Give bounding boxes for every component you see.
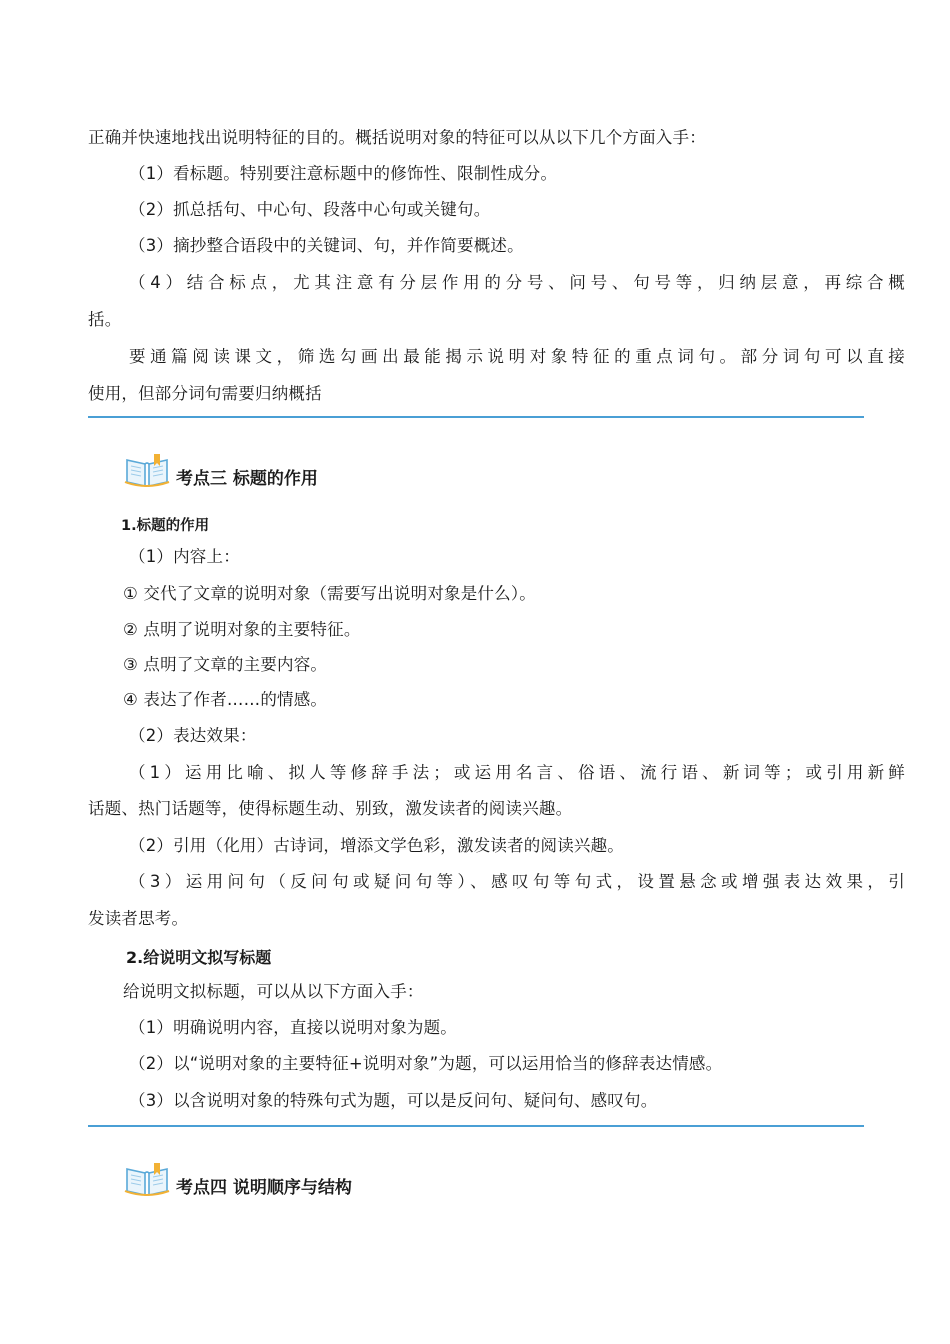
section-divider (88, 1125, 864, 1127)
list-item-continued: 发读者思考。 (88, 909, 189, 928)
list-item: （3）以含说明对象的特殊句式为题，可以是反问句、疑问句、感叹句。 (129, 1091, 658, 1110)
list-item-continued: 话题、热门话题等，使得标题生动、别致，激发读者的阅读兴趣。 (88, 799, 573, 818)
section-title: 考点四 说明顺序与结构 (176, 1178, 352, 1198)
list-item: （3）运用问句（反问句或疑问句等）、感叹句等句式，设置悬念或增强表达效果，引 (129, 872, 905, 891)
list-item: （1）明确说明内容，直接以说明对象为题。 (129, 1018, 457, 1037)
intro-line: 正确并快速地找出说明特征的目的。概括说明对象的特征可以从以下几个方面入手： (88, 128, 706, 147)
paragraph: 给说明文拟标题，可以从以下方面入手： (123, 982, 424, 1001)
list-item: （2）以“说明对象的主要特征+说明对象”为题，可以运用恰当的修辞表达情感。 (129, 1054, 723, 1073)
subheading: 1.标题的作用 (121, 518, 210, 534)
list-item-continued: 括。 (88, 310, 122, 329)
list-item: （1）看标题。特别要注意标题中的修饰性、限制性成分。 (129, 164, 558, 183)
list-item: ② 点明了说明对象的主要特征。 (123, 620, 361, 639)
content-label: （1）内容上： (129, 547, 240, 566)
list-item: （4）结合标点，尤其注意有分层作用的分号、问号、句号等，归纳层意，再综合概 (129, 273, 905, 292)
section-title: 考点三 标题的作用 (176, 469, 318, 489)
paragraph-continued: 使用，但部分词句需要归纳概括 (88, 384, 322, 403)
list-item: （2）抓总括句、中心句、段落中心句或关键句。 (129, 200, 491, 219)
list-item: （3）摘抄整合语段中的关键词、句，并作简要概述。 (129, 236, 524, 255)
section-divider (88, 416, 864, 418)
list-item: （2）引用（化用）古诗词，增添文学色彩，激发读者的阅读兴趣。 (129, 836, 624, 855)
subheading: 2.给说明文拟写标题 (126, 948, 272, 967)
open-book-icon (124, 1161, 170, 1197)
list-item: ④ 表达了作者……的情感。 (123, 690, 328, 709)
paragraph: 要通篇阅读课文，筛选勾画出最能揭示说明对象特征的重点词句。部分词句可以直接 (129, 347, 905, 366)
list-item: ③ 点明了文章的主要内容。 (123, 655, 328, 674)
list-item: （1）运用比喻、拟人等修辞手法；或运用名言、俗语、流行语、新词等；或引用新鲜 (129, 763, 905, 782)
open-book-icon (124, 452, 170, 488)
effect-label: （2）表达效果： (129, 726, 257, 745)
list-item: ① 交代了文章的说明对象（需要写出说明对象是什么）。 (123, 584, 536, 603)
